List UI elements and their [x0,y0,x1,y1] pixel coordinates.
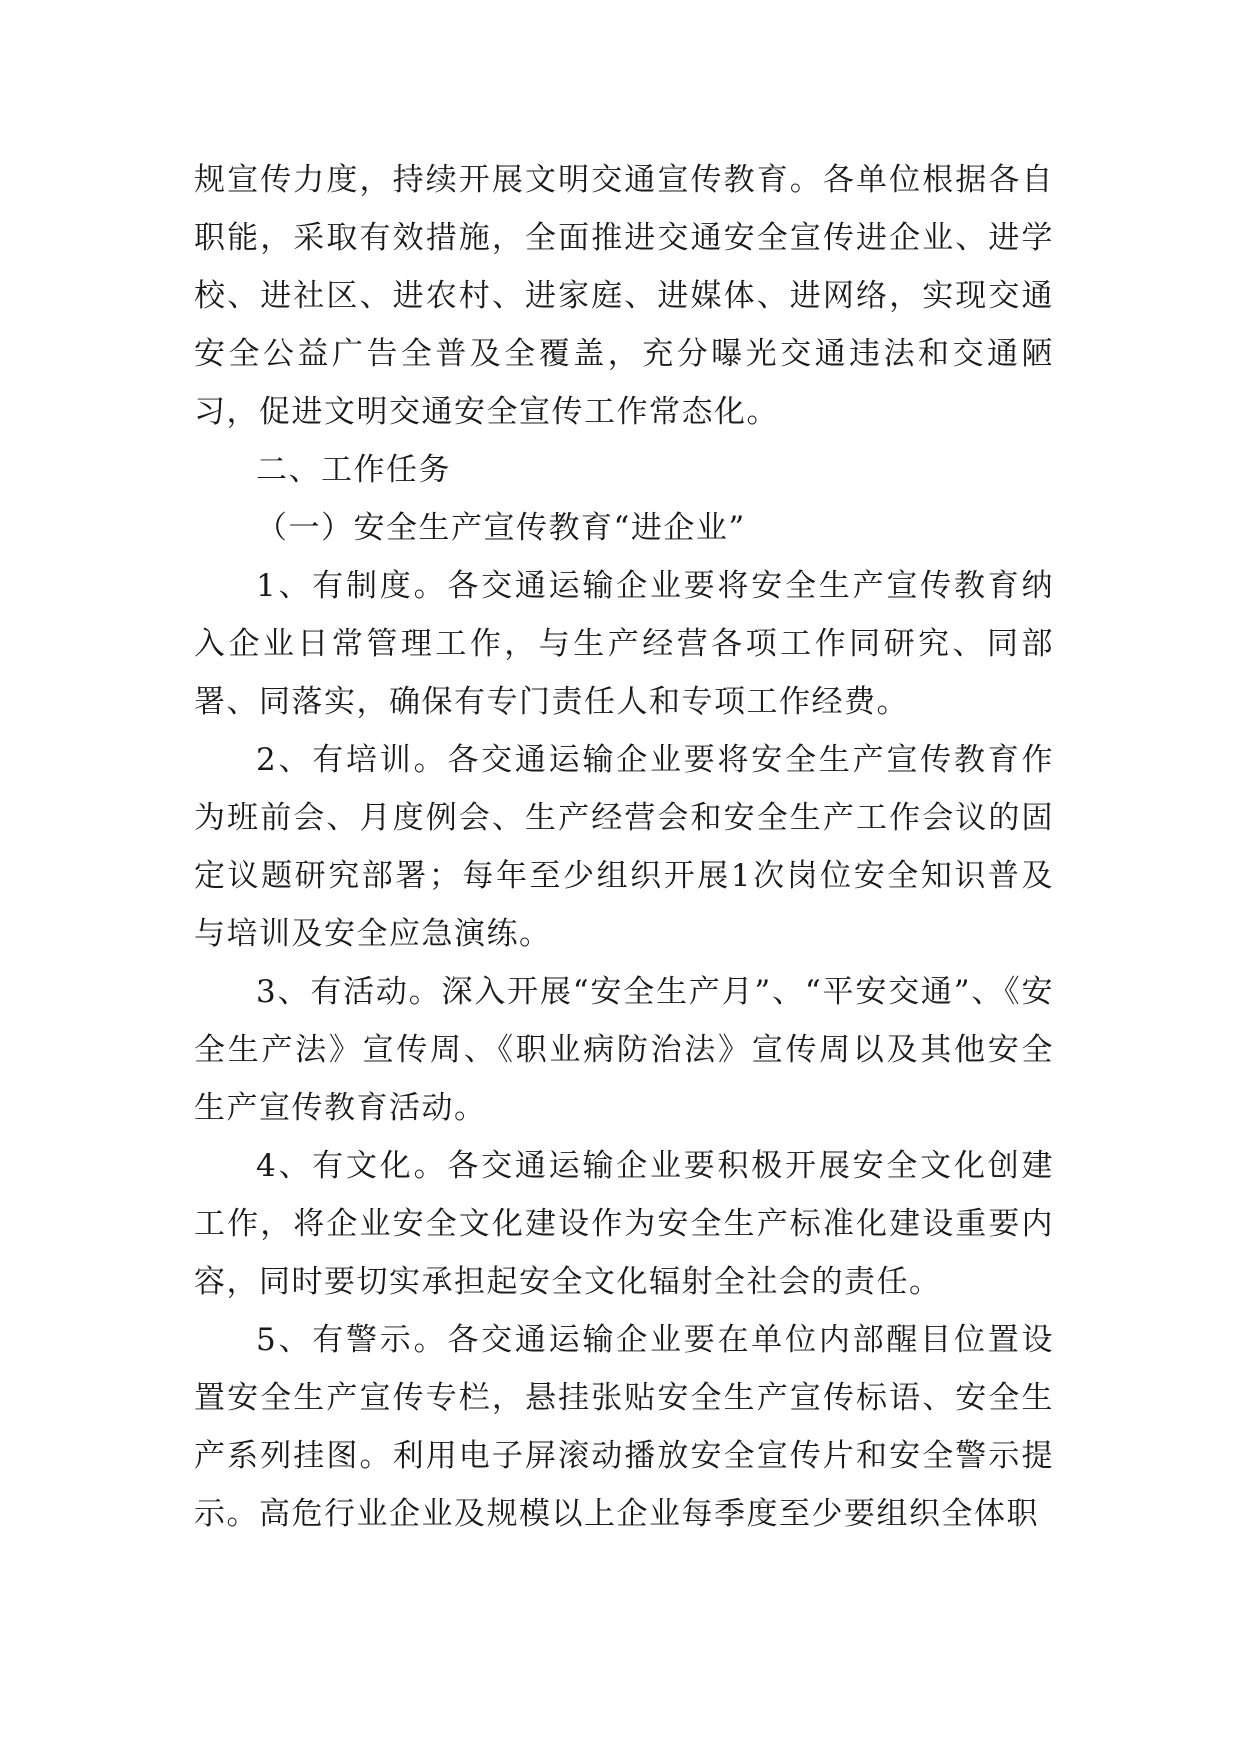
subsection-heading-enterprise: （一）安全生产宣传教育“进企业” [256,510,746,546]
document-body [194,151,1054,1543]
paragraph-item-5-warning: 5、有警示。各交通运输企业要在单位内部醒目位置设置安全生产宣传专栏，悬挂张贴安全生产宣传标语、安全生产系列挂图。利用电子屏滚动播放安全宣传片和安全警示提示。高危行业企业及规模以上企业每季度至少要组织全体职 [194,1322,1054,1532]
paragraph-item-4-culture: 4、有文化。各交通运输企业要积极开展安全文化创建工作，将企业安全文化建设作为安全生产标准化建设重要内容，同时要切实承担起安全文化辐射全社会的责任。 [194,1148,1054,1300]
paragraph-item-1-system: 1、有制度。各交通运输企业要将安全生产宣传教育纳入企业日常管理工作，与生产经营各项工作同研究、同部署、同落实，确保有专门责任人和专项工作经费。 [194,568,1054,720]
paragraph-item-3-activities: 3、有活动。深入开展“安全生产月”、“平安交通”、《安全生产法》宣传周、《职业病防治法》宣传周以及其他安全生产宣传教育活动。 [194,974,1054,1126]
paragraph-item-2-training: 2、有培训。各交通运输企业要将安全生产宣传教育作为班前会、月度例会、生产经营会和安全生产工作会议的固定议题研究部署；每年至少组织开展1次岗位安全知识普及与培训及安全应急演练。 [194,742,1054,952]
paragraph-continuation: 规宣传力度，持续开展文明交通宣传教育。各单位根据各自职能，采取有效措施，全面推进交通安全宣传进企业、进学校、进社区、进农村、进家庭、进媒体、进网络，实现交通安全公益广告全普及全覆盖，充分曝光交通违法和交通陋习，促进文明交通安全宣传工作常态化。 [194,162,1054,430]
section-heading-work-tasks: 二、工作任务 [256,452,451,488]
